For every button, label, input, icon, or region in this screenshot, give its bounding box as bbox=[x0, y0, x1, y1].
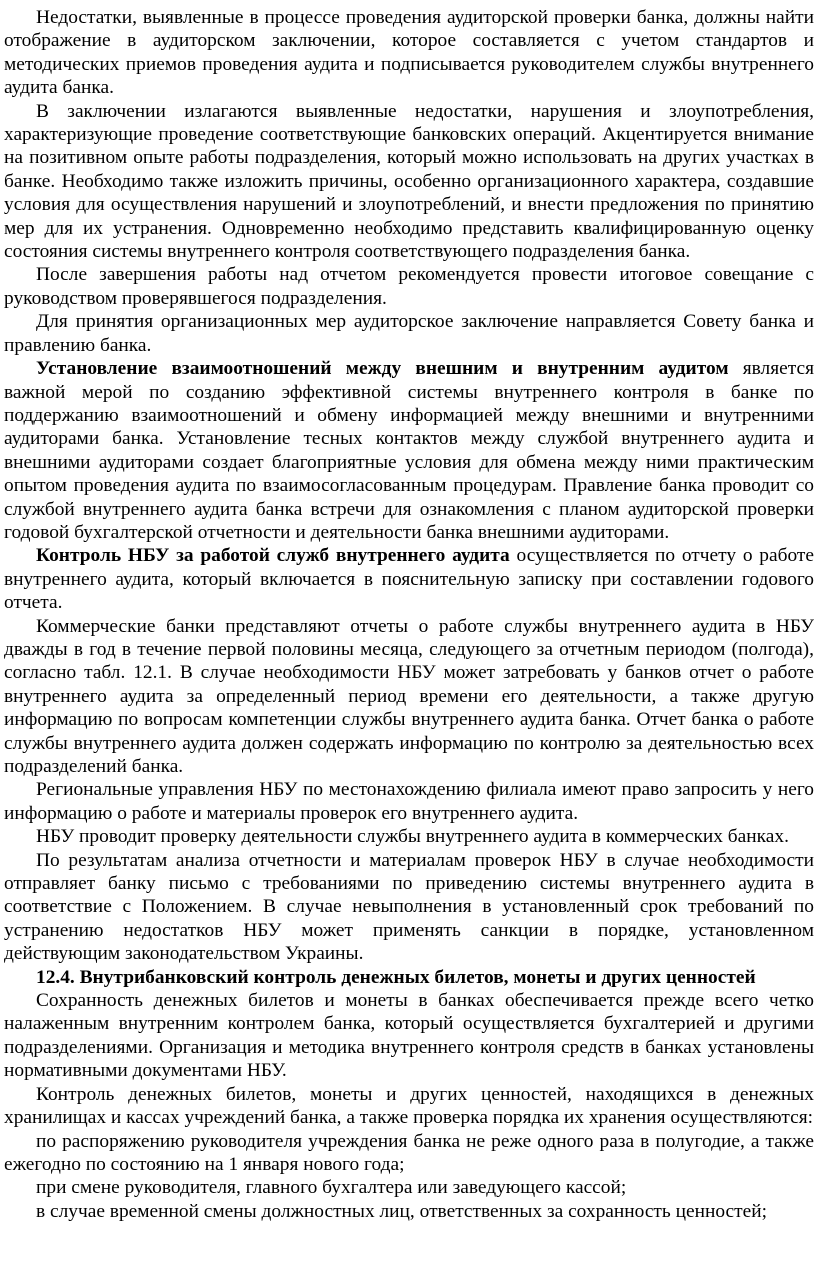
term-nbu-control: Контроль НБУ за работой служб внутреннего аудита bbox=[36, 545, 510, 567]
paragraph-external-internal-audit: Установление взаимоотношений между внешним и внутренним аудитом является важной мерой по созданию эффективной системы внутреннего контроля в банке по поддержанию взаимоотношений и обмену информацией между внешними и внутренними аудиторами банка. Установление тесных контактов между службой внутреннего аудита и внешними аудиторами создает благоприятные условия для обмена между ними практическим опытом проведения аудита по взаимосогласованным процедурам. Правление банка проводит со службой внутреннего аудита банка встречи для ознакомления с планом аудиторской проверки годовой бухгалтерской отчетности и деятельности банка внешними аудиторами. bbox=[4, 358, 814, 543]
paragraph-reports-to-nbu: Коммерческие банки представляют отчеты о работе службы внутреннего аудита в НБУ дважды в год в течение первой половины месяца, следующего за отчетным периодом (полгода), согласно табл. 12.1. В случае необходимости НБУ может затребовать у банков отчет о работе внутреннего аудита за определенный период времени его деятельности, а также другую информацию по вопросам компетенции службы внутреннего аудита банка. Отчет банка о работе службы внутреннего аудита должен содержать информацию по контролю за деятельностью всех подразделений банка. bbox=[4, 615, 814, 777]
list-item-management-change: при смене руководителя, главного бухгалтера или заведующего кассой; bbox=[36, 1177, 627, 1199]
paragraph-organizational-measures: Для принятия организационных мер аудиторское заключение направляется Совету банка и правлению банка. bbox=[4, 311, 814, 356]
paragraph-sanctions: По результатам анализа отчетности и материалам проверок НБУ в случае необходимости отправляет банку письмо с требованиями по приведению системы внутреннего аудита в соответствие с Положением. В случае невыполнения в установленный срок требований по устранению недостатков НБУ может применять санкции в порядке, установленном действующим законодательством Украины. bbox=[4, 849, 814, 965]
paragraph-final-meeting: После завершения работы над отчетом рекомендуется провести итоговое совещание с руководством проверявшегося подразделения. bbox=[4, 264, 814, 309]
paragraph-banknote-safety: Сохранность денежных билетов и монеты в банках обеспечивается прежде всего четко налаженным внутренним контролем банка, который осуществляется бухгалтерией и другими подразделениями. Организация и методика внутреннего контроля средств в банках установлены нормативными документами НБУ. bbox=[4, 990, 814, 1082]
paragraph-nbu-control: Контроль НБУ за работой служб внутреннего аудита осуществляется по отчету о работе внутреннего аудита, который включается в пояснительную записку при составлении годового отчета. bbox=[4, 545, 814, 614]
paragraph-audit-deficiencies: Недостатки, выявленные в процессе проведения аудиторской проверки банка, должны найти отображение в аудиторском заключении, которое составляется с учетом стандартов и методических приемов проведения аудита и подписывается руководителем службы внутреннего аудита банка. bbox=[4, 7, 814, 99]
section-heading: 12.4. Внутрибанковский контроль денежных билетов, монеты и других ценностей bbox=[36, 966, 756, 988]
paragraph-nbu-inspection: НБУ проводит проверку деятельности службы внутреннего аудита в коммерческих банках. bbox=[36, 826, 789, 848]
paragraph-conclusion-content: В заключении излагаются выявленные недостатки, нарушения и злоупотребления, характеризующие проведение соответствующие банковских операций. Акцентируется внимание на позитивном опыте работы подразделения, который можно использовать на других участках в банке. Необходимо также изложить причины, особенно организационного характера, создавшие условия для осуществления нарушений и злоупотреблений, и внести предложения по принятию мер для их устранения. Одновременно необходимо представить квалифицированную оценку состояния системы внутреннего контроля соответствующего подразделения банка. bbox=[4, 100, 814, 263]
term-external-internal-audit: Установление взаимоотношений между внешним и внутренним аудитом bbox=[36, 358, 729, 380]
list-item-temporary-change: в случае временной смены должностных лиц, ответственных за сохранность ценностей; bbox=[36, 1200, 767, 1222]
paragraph-regional-offices: Региональные управления НБУ по местонахождению филиала имеют право запросить у него информацию о работе и материалы проверок его внутреннего аудита. bbox=[4, 779, 814, 824]
list-item-semiannual: по распоряжению руководителя учреждения банка не реже одного раза в полугодие, а также ежегодно по состоянию на 1 января нового года; bbox=[4, 1130, 814, 1175]
paragraph-control-conditions: Контроль денежных билетов, монеты и других ценностей, находящихся в денежных хранилищах и кассах учреждений банка, а также проверка порядка их хранения осуществляются: bbox=[4, 1083, 814, 1129]
